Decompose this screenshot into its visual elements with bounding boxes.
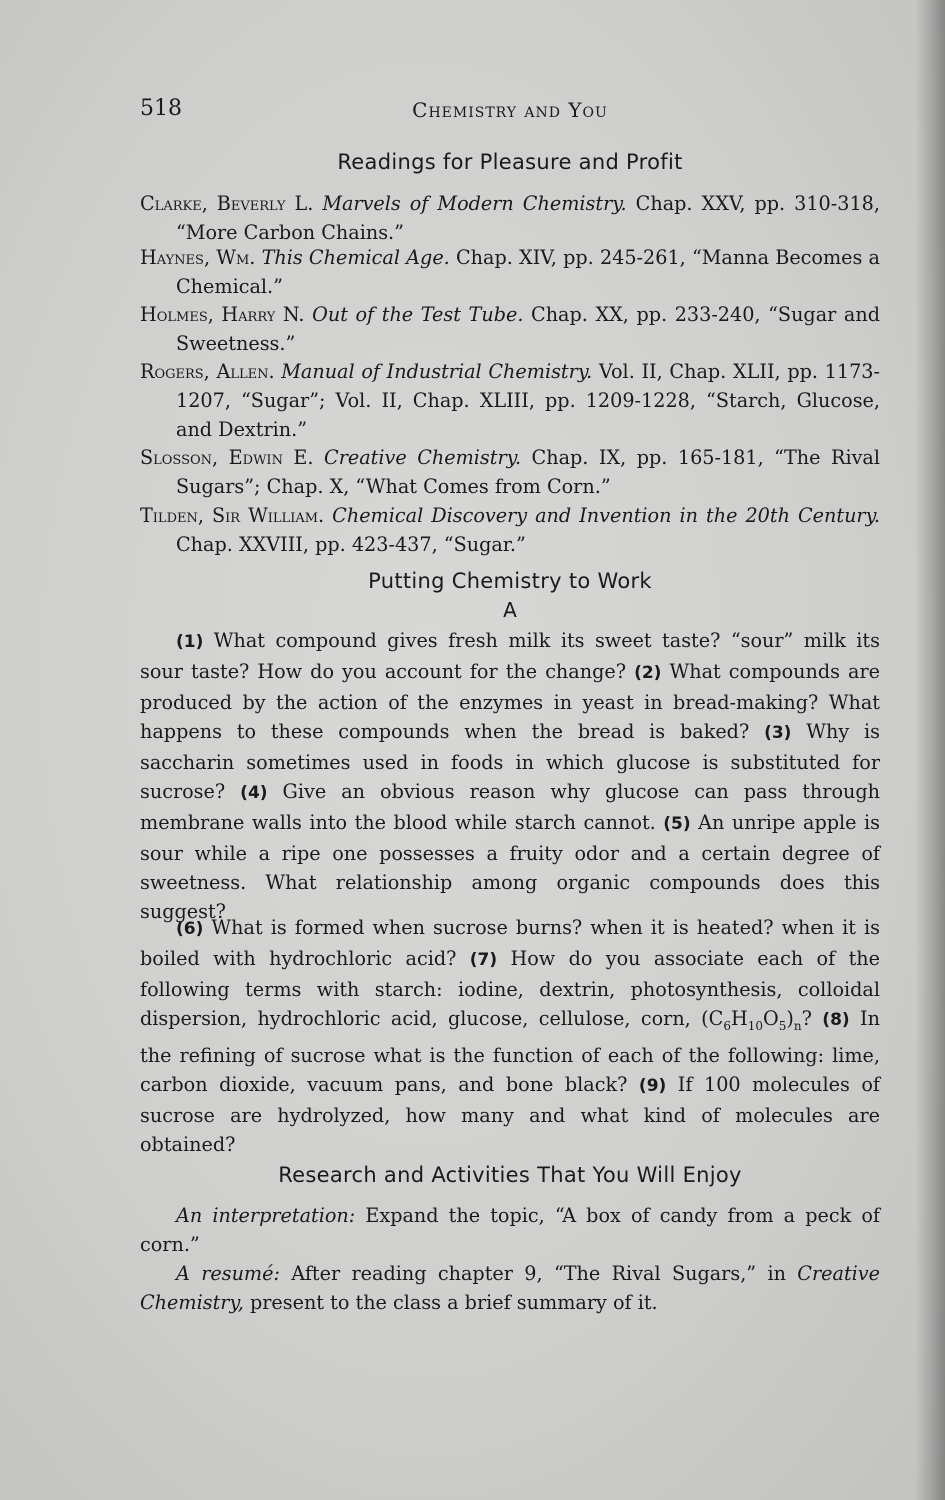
question-text: In the refining of sucrose what is the function of each of the following: lime, carbon dioxide, vacuum pans, and bone black? xyxy=(140,1007,880,1096)
reference-details: Chap. IX, pp. 165-181, “The Rival Sugars”; Chap. X, “What Comes from Corn.” xyxy=(176,446,880,498)
reference-title: Chemical Discovery and Invention in the 20th Century. xyxy=(332,504,880,527)
readings-heading: Readings for Pleasure and Profit xyxy=(337,150,683,174)
research-item-lead: A resumé: xyxy=(176,1262,280,1285)
question-text: What compound gives fresh milk its sweet taste? “sour” milk its sour taste? How do you account for the change? xyxy=(140,629,880,683)
reference-title: Marvels of Modern Chemistry. xyxy=(322,192,627,215)
running-title: Chemistry and You xyxy=(412,98,608,122)
reference-item xyxy=(140,300,880,358)
reference-item xyxy=(140,357,880,444)
research-item xyxy=(140,1201,880,1259)
question-text: Give an obvious reason why glucose can pass through membrane walls into the blood while starch cannot. xyxy=(140,780,880,834)
question-text: Why is saccharin sometimes used in foods in which glucose is substituted for sucrose? xyxy=(140,720,880,803)
reference-details: Chap. XX, pp. 233-240, “Sugar and Sweetness.” xyxy=(176,303,880,355)
question-number: (3) xyxy=(764,723,792,743)
reference-item xyxy=(140,189,880,247)
question-text: What is formed when sucrose burns? when it is heated? when it is boiled with hydrochloric acid? xyxy=(140,916,880,970)
question-text: What compounds are produced by the action of the enzymes in yeast in bread-making? What happens to these compounds when the bread is baked? xyxy=(140,660,880,743)
reference-details: Chap. XIV, pp. 245-261, “Manna Becomes a Chemical.” xyxy=(176,246,881,298)
research-item-text: present to the class a brief summary of it. xyxy=(243,1291,658,1314)
research-item-text: After reading chapter 9, “The Rival Sugars,” in xyxy=(279,1262,798,1285)
reference-title: This Chemical Age. xyxy=(261,246,450,269)
reference-author: Haynes, Wm. xyxy=(140,246,256,269)
question-number: (7) xyxy=(469,950,498,970)
reference-author: Tilden, Sir William. xyxy=(140,504,325,527)
question-number: (2) xyxy=(634,663,662,683)
reference-item xyxy=(140,443,880,501)
reference-title: Creative Chemistry. xyxy=(324,446,522,469)
question-number: (4) xyxy=(240,783,268,803)
page-spine-shadow xyxy=(915,0,945,1500)
reference-item xyxy=(140,501,880,559)
research-item-book-title: Creative Chemistry, xyxy=(140,1262,880,1314)
research-item xyxy=(140,1259,880,1317)
reference-title: Out of the Test Tube. xyxy=(312,303,524,326)
question-number: (5) xyxy=(663,814,691,834)
question-number: (9) xyxy=(638,1075,667,1096)
question-text: An unripe apple is sour while a ripe one possesses a fruity odor and a certain degree of sweetness. What relationship among organic compounds does this suggest? xyxy=(140,811,880,923)
questions-paragraph-1 xyxy=(140,626,880,926)
reference-author: Holmes, Harry N. xyxy=(140,303,305,326)
reference-author: Slosson, Edwin E. xyxy=(140,446,314,469)
reference-item xyxy=(140,243,880,301)
work-subheading: A xyxy=(503,598,517,622)
reference-author: Rogers, Allen. xyxy=(140,360,275,383)
question-number: (8) xyxy=(822,1010,850,1030)
reference-details: Chap. XXVIII, pp. 423-437, “Sugar.” xyxy=(176,533,526,556)
reference-author: Clarke, Beverly L. xyxy=(140,192,314,215)
reference-details: Chap. XXV, pp. 310-318, “More Carbon Chains.” xyxy=(176,192,880,244)
research-item-text: Expand the topic, “A box of candy from a peck of corn.” xyxy=(140,1204,880,1256)
starch-formula: $(C_6H_{10}O_5)_n$? xyxy=(701,1007,823,1033)
work-heading: Putting Chemistry to Work xyxy=(368,569,652,593)
reference-title: Manual of Industrial Chemistry. xyxy=(281,360,593,383)
research-item-lead: An interpretation: xyxy=(176,1204,356,1227)
question-text: How do you associate each of the following terms with starch: iodine, dextrin, photosynthesis, colloidal dispersion, hydrochloric acid, glucose, cellulose, corn, xyxy=(140,947,880,1030)
question-text: If 100 molecules of sucrose are hydrolyzed, how many and what kind of molecules are obtained? xyxy=(140,1072,880,1156)
questions-paragraph-2 xyxy=(140,913,880,1159)
page-header xyxy=(140,96,880,126)
page-number: 518 xyxy=(140,96,182,121)
question-number: (6) xyxy=(176,919,204,939)
reference-details: Vol. II, Chap. XLII, pp. 1173-1207, “Sugar”; Vol. II, Chap. XLIII, pp. 1209-1228, “Starch, Glucose, and Dextrin.” xyxy=(176,360,880,441)
research-heading: Research and Activities That You Will Enjoy xyxy=(278,1163,742,1187)
question-number: (1) xyxy=(176,632,204,652)
